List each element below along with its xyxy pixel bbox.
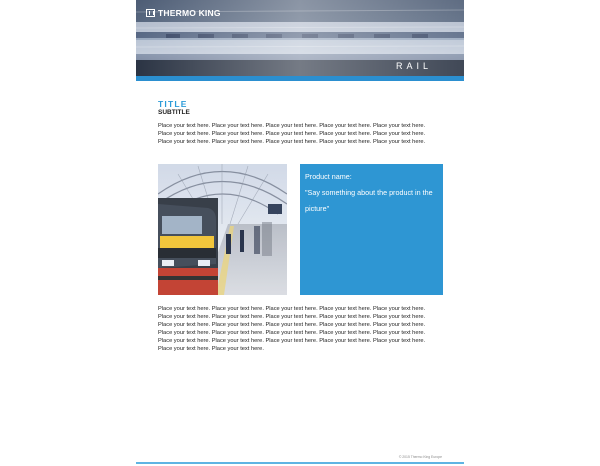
banner-accent-stripe: [136, 76, 464, 81]
product-name-label: Product name:: [305, 172, 352, 181]
page-subtitle: SUBTITLE: [158, 109, 190, 116]
page-title: TITLE: [158, 99, 188, 109]
copyright-notice: © 2015 Thermo King Europe: [398, 455, 442, 459]
product-callout-box: [300, 164, 443, 295]
document-page: [136, 0, 464, 466]
train-station-photo: [158, 164, 287, 295]
body-paragraph: Place your text here. Place your text here. Place your text here. Place your text here. Place your text here. Place your text here. Place your text here. Place your text here. Place your text here. Place your text here. Place your text here. Place your text here. Place your text here. Place your text here. Place your text here. Place your text here. Place your text here. Place your text here. Place your text here. Place your text here. Place your text here. Place your text here. Place your text here. Place your text here. Place your text here. Place your text here. Place your text here.: [158, 306, 426, 352]
product-tagline: "Say something about the product in the picture": [305, 188, 433, 213]
header-banner: [136, 0, 464, 78]
brand-logo: [146, 8, 221, 18]
brand-name: THERMO KING: [158, 8, 221, 18]
intro-paragraph: Place your text here. Place your text here. Place your text here. Place your text here. Place your text here. Place your text here. Place your text here. Place your text here. Place your text here. Place your text here. Place your text here. Place your text here. Place your text here. Place your text here. Place your text here.: [158, 123, 426, 145]
footer-rule: [136, 462, 464, 464]
thermo-king-logo-icon: [146, 9, 155, 17]
section-label: RAIL: [395, 61, 432, 71]
